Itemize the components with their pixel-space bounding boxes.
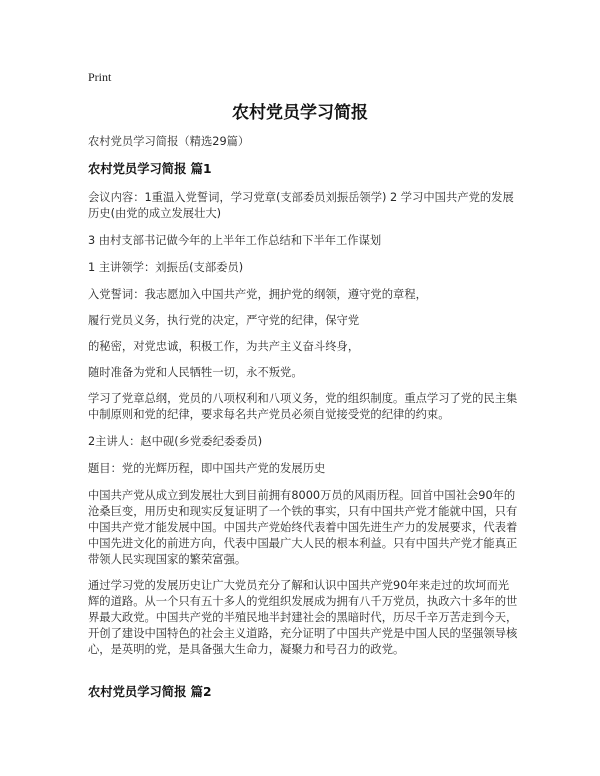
document-title: 农村党员学习简报	[232, 103, 368, 123]
paragraph-lecturer-2: 2主讲人：赵中砚(乡党委纪委委员)	[88, 435, 263, 448]
paragraph-party-constitution: 学习了党章总纲，党员的八项权利和八项义务，党的组织制度。重点学习了党的民主集中制原则和党的纪律，要求每名共产党员必须自觉接受党的纪律的约束。	[88, 392, 518, 421]
paragraph-oath-line-4: 随时准备为党和人民牺牲一切，永不叛党。	[88, 366, 303, 379]
section-heading-2: 农村党员学习简报 篇2	[88, 685, 212, 699]
print-label: Print	[88, 70, 112, 84]
paragraph-party-history: 中国共产党从成立到发展壮大到目前拥有8000万员的风雨历程。回首中国社会90年的沧桑巨变，用历史和现实反复证明了一个铁的事实，只有中国共产党才能就中国，只有中国共产党才能发展中国。中国共产党始终代表着中国先进生产力的发展要求，代表着中国先进文化的前进方向，代表中国最广大人民的根本利益。只有中国共产党才能真正带领人民实现国家的繁荣富强。	[88, 489, 518, 566]
document-subtitle: 农村党员学习简报（精选29篇）	[88, 135, 250, 148]
paragraph-oath-line-3: 的秘密，对党忠诚，积极工作，为共产主义奋斗终身，	[88, 340, 360, 353]
section-heading-1: 农村党员学习简报 篇1	[88, 162, 212, 176]
paragraph-oath-line-2: 履行党员义务，执行党的决定，严守党的纪律，保守党	[88, 314, 360, 327]
paragraph-study-result: 通过学习党的发展历史让广大党员充分了解和认识中国共产党90年来走过的坎坷而光辉的道路。从一个只有五十多人的党组织发展成为拥有八千万党员，执政六十多年的世界最大政党。中国共产党的半殖民地半封建社会的黑暗时代，历尽千辛万苦走到今天，开创了建设中国特色的社会主义道路，充分证明了中国共产党是中国人民的坚强领导核心，是英明的党，是具备强大生命力，凝聚力和号召力的政党。	[88, 579, 518, 656]
paragraph-item-3: 3 由村支部书记做今年的上半年工作总结和下半年工作谋划	[88, 234, 382, 247]
paragraph-meeting-content: 会议内容：1重温入党誓词，学习党章(支部委员刘振岳领学) 2 学习中国共产党的发展历史(由党的成立发展壮大)	[88, 191, 514, 220]
paragraph-topic: 题目：党的光辉历程，即中国共产党的发展历史	[88, 462, 326, 475]
paragraph-lecturer-1: 1 主讲领学：刘振岳(支部委员)	[88, 261, 244, 274]
paragraph-oath-line-1: 入党誓词：我志愿加入中国共产党，拥护党的纲领，遵守党的章程，	[88, 288, 427, 301]
